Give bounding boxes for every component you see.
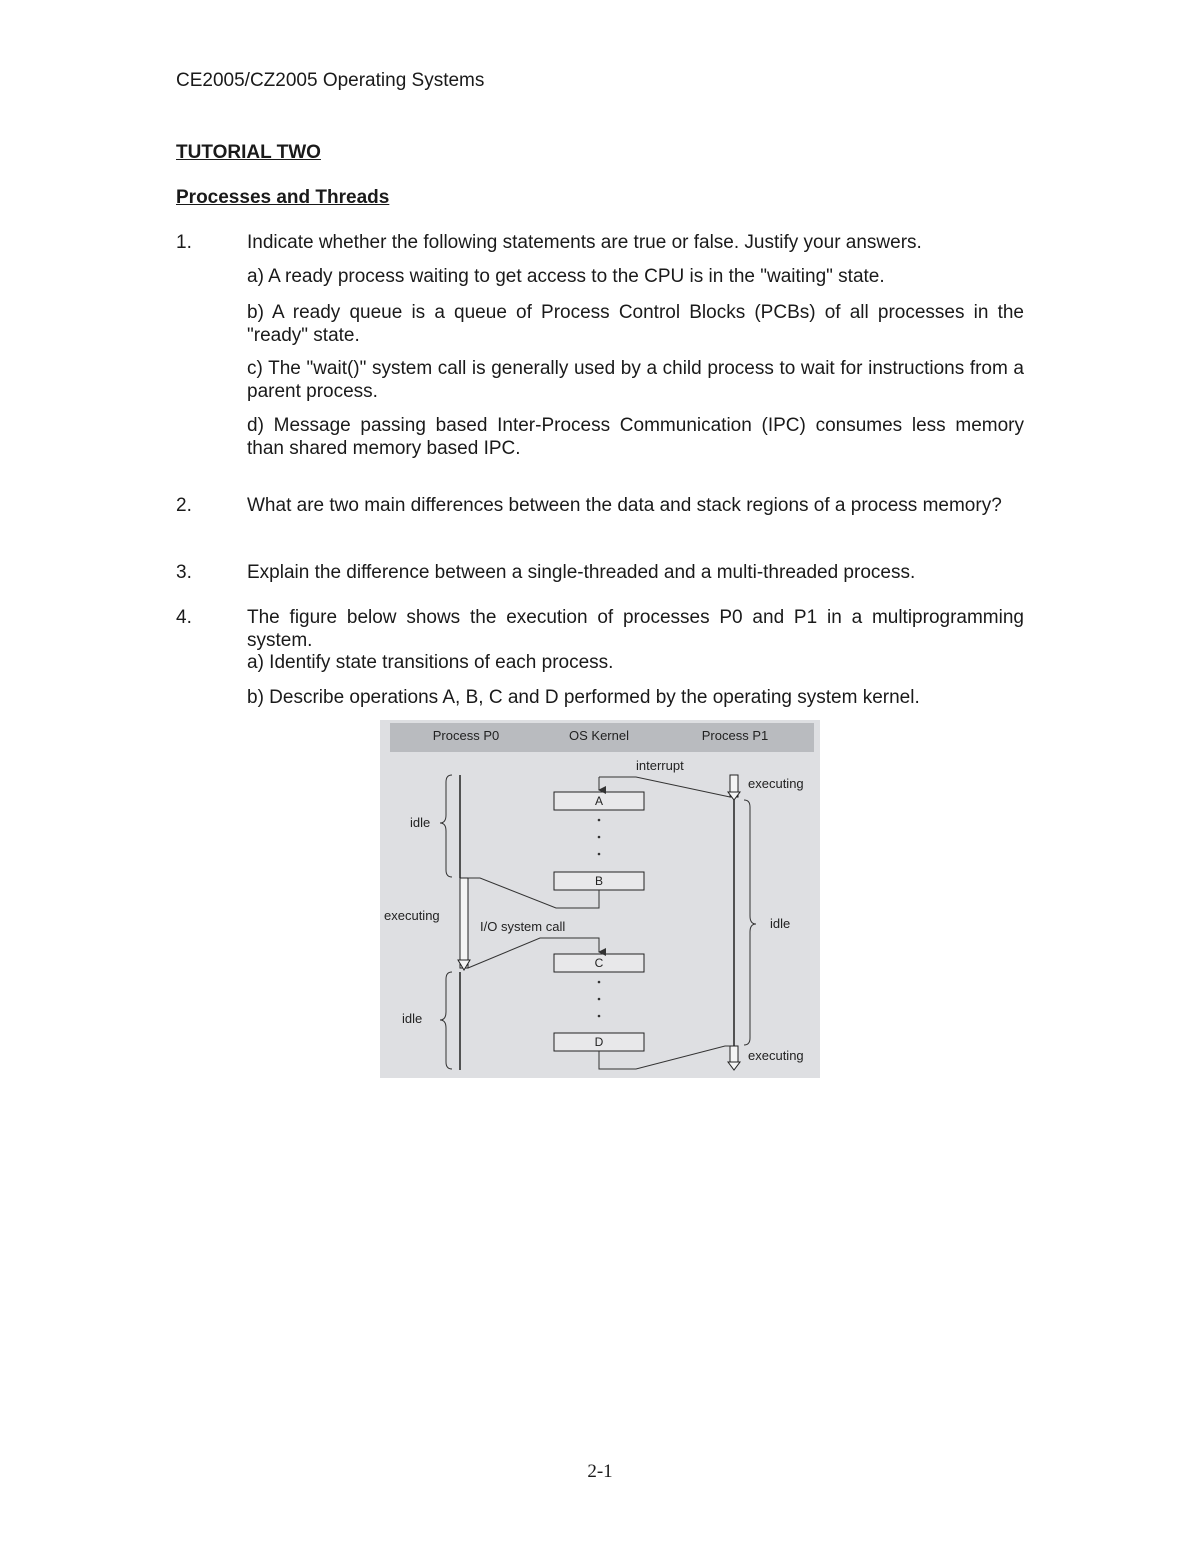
p1-idle-label: idle bbox=[770, 916, 791, 931]
question-text: What are two main differences between the data and stack regions of a process memory? bbox=[247, 495, 1002, 516]
page-number: 2-1 bbox=[587, 1461, 613, 1482]
p1-executing-bar-2 bbox=[730, 1046, 738, 1062]
course-header: CE2005/CZ2005 Operating Systems bbox=[176, 70, 485, 91]
io-call-label: I/O system call bbox=[480, 919, 566, 934]
tutorial-title: TUTORIAL TWO bbox=[176, 142, 321, 163]
question-1b: b) A ready queue is a queue of Process Control Blocks (PCBs) of all processes in the "ready" state. bbox=[247, 302, 1024, 346]
question-4b: b) Describe operations A, B, C and D performed by the operating system kernel. bbox=[247, 687, 920, 708]
section-title: Processes and Threads bbox=[176, 187, 390, 208]
question-4a: a) Identify state transitions of each process. bbox=[247, 652, 614, 673]
question-4 bbox=[176, 606, 1024, 652]
p0-executing-bar bbox=[460, 878, 468, 968]
question-number: 3. bbox=[176, 562, 192, 583]
question-text: The figure below shows the execution of processes P0 and P1 in a multiprogramming system. bbox=[247, 607, 1024, 651]
question-1a: a) A ready process waiting to get access to the CPU is in the "waiting" state. bbox=[247, 266, 885, 287]
question-number: 2. bbox=[176, 495, 192, 516]
column-label-p0: Process P0 bbox=[432, 728, 500, 743]
question-text: Explain the difference between a single-threaded and a multi-threaded process. bbox=[247, 562, 916, 583]
question-3 bbox=[176, 561, 1024, 584]
question-number: 4. bbox=[176, 607, 192, 628]
kernel-box-a-label: A bbox=[594, 794, 604, 808]
question-number: 1. bbox=[176, 232, 192, 253]
column-label-kernel: OS Kernel bbox=[569, 728, 629, 743]
question-1 bbox=[176, 231, 1024, 254]
question-2 bbox=[176, 494, 1024, 517]
kernel-box-d-label: D bbox=[594, 1035, 604, 1049]
kernel-box-b-label: B bbox=[594, 874, 604, 888]
question-text: Indicate whether the following statements are true or false. Justify your answers. bbox=[247, 232, 922, 253]
p1-executing-label-1: executing bbox=[748, 776, 804, 791]
kernel-box-c-label: C bbox=[594, 956, 604, 970]
question-1c: c) The "wait()" system call is generally used by a child process to wait for instructions from a parent process. bbox=[247, 358, 1024, 402]
column-label-p1: Process P1 bbox=[701, 728, 769, 743]
process-diagram bbox=[380, 720, 820, 1078]
question-1d: d) Message passing based Inter-Process Communication (IPC) consumes less memory than shared memory based IPC. bbox=[247, 415, 1024, 459]
p0-idle-label-2: idle bbox=[402, 1011, 423, 1026]
p1-executing-label-2: executing bbox=[748, 1048, 804, 1063]
p0-executing-label: executing bbox=[384, 908, 440, 923]
process-execution-figure bbox=[380, 720, 820, 1078]
p0-idle-label-1: idle bbox=[410, 815, 431, 830]
interrupt-label: interrupt bbox=[636, 758, 684, 773]
